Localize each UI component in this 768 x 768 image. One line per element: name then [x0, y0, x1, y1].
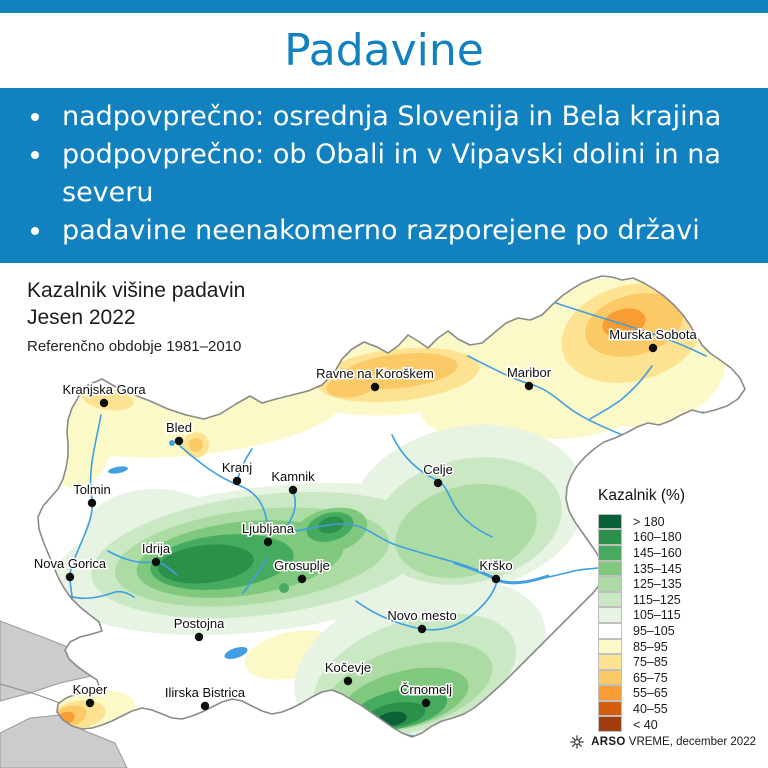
map-subtitle: Referenčno obdobje 1981–2010	[27, 338, 242, 355]
legend-color-swatch	[598, 561, 622, 577]
city-label: Krško	[479, 558, 513, 573]
city-label: Kočevje	[324, 660, 372, 675]
page-title: Padavine	[284, 25, 484, 76]
map-area	[0, 263, 768, 768]
city-label: Koper	[72, 682, 108, 697]
legend-label: 40–55	[633, 701, 668, 716]
city-label: Črnomelj	[399, 682, 453, 697]
legend-item	[598, 670, 764, 686]
city-dot	[201, 702, 209, 710]
legend	[598, 487, 764, 732]
legend-color-swatch	[598, 623, 622, 639]
footer-date: , december 2022	[669, 736, 756, 748]
legend-label: 105–115	[633, 608, 681, 623]
city-dot	[371, 383, 379, 391]
legend-item	[598, 623, 764, 639]
city-label: Kamnik	[271, 469, 315, 484]
city-label: Nova Gorica	[33, 556, 107, 571]
city-label: Idrija	[141, 541, 171, 556]
legend-label: 75–85	[633, 655, 668, 670]
legend-item	[598, 530, 764, 546]
city-dot	[195, 633, 203, 641]
city-label: Murska Sobota	[609, 327, 697, 342]
footer-text	[591, 736, 756, 748]
bullet-item: • nadpovprečno: osrednja Slovenija in Bela krajina	[54, 98, 738, 136]
legend-label: 85–95	[633, 639, 668, 654]
city-label: Maribor	[506, 365, 552, 380]
city-label: Tolmin	[73, 482, 111, 497]
legend-item	[598, 654, 764, 670]
legend-label: 160–180	[633, 530, 682, 545]
city-label: Kranjska Gora	[62, 382, 146, 397]
city-dot	[175, 437, 183, 445]
footer-org: ARSO	[591, 736, 626, 748]
legend-color-swatch	[598, 514, 622, 530]
legend-item	[598, 592, 764, 608]
legend-color-swatch	[598, 654, 622, 670]
city-label: Celje	[423, 462, 453, 477]
legend-label: > 180	[633, 514, 665, 529]
city-dot	[100, 399, 108, 407]
city-dot	[418, 625, 426, 633]
legend-color-swatch	[598, 607, 622, 623]
legend-item	[598, 639, 764, 655]
legend-item	[598, 717, 764, 733]
map-title-line2: Jesen 2022	[27, 306, 136, 329]
legend-item	[598, 608, 764, 624]
city-label: Novo mesto	[387, 608, 457, 623]
city-dot	[66, 573, 74, 581]
city-dot	[233, 477, 241, 485]
legend-color-swatch	[598, 545, 622, 561]
city-label: Ravne na Koroškem	[316, 366, 434, 381]
legend-item	[598, 686, 764, 702]
legend-label: 65–75	[633, 670, 668, 685]
legend-label: 145–160	[633, 545, 682, 560]
city-dot	[492, 575, 500, 583]
legend-item	[598, 514, 764, 530]
city-dot	[86, 699, 94, 707]
legend-title: Kazalnik (%)	[598, 487, 685, 504]
legend-color-swatch	[598, 670, 622, 686]
source-footer	[570, 735, 756, 749]
city-label: Postojna	[173, 616, 225, 631]
legend-label: 95–105	[633, 623, 675, 638]
legend-item	[598, 545, 764, 561]
legend-color-swatch	[598, 529, 622, 545]
city-dot	[88, 499, 96, 507]
arso-sun-icon	[570, 735, 584, 749]
legend-color-swatch	[598, 592, 622, 608]
city-dot	[434, 479, 442, 487]
footer-product: VREME	[628, 736, 670, 748]
legend-color-swatch	[598, 685, 622, 701]
city-dot	[298, 575, 306, 583]
city-label: Ljubljana	[241, 521, 295, 536]
map-title-line1: Kazalnik višine padavin	[27, 279, 246, 302]
city-label: Grosuplje	[274, 558, 330, 573]
legend-color-swatch	[598, 716, 622, 732]
legend-label: < 40	[633, 717, 658, 732]
city-dot	[152, 558, 160, 566]
summary-banner	[0, 88, 768, 263]
bullet-item: • podpovprečno: ob Obali in v Vipavski dolini in na severu	[54, 136, 738, 212]
legend-label: 115–125	[633, 592, 681, 607]
bullet-list	[30, 98, 738, 250]
map-title-block	[27, 277, 245, 355]
city-dot	[649, 344, 657, 352]
city-label: Ilirska Bistrica	[164, 685, 246, 700]
city-dot	[344, 677, 352, 685]
top-accent-strip	[0, 0, 768, 13]
city-dot	[525, 382, 533, 390]
legend-color-swatch	[598, 701, 622, 717]
city-dot	[422, 699, 430, 707]
city-dot	[264, 538, 272, 546]
legend-item	[598, 561, 764, 577]
legend-color-swatch	[598, 639, 622, 655]
legend-label: 125–135	[633, 577, 682, 592]
legend-label: 135–145	[633, 561, 682, 576]
legend-label: 55–65	[633, 686, 668, 701]
bullet-item: • padavine neenakomerno razporejene po državi	[54, 212, 738, 250]
legend-item	[598, 701, 764, 717]
city-label: Bled	[165, 420, 193, 435]
legend-rows	[598, 514, 764, 732]
legend-color-swatch	[598, 576, 622, 592]
legend-item	[598, 576, 764, 592]
city-label: Kranj	[221, 460, 253, 475]
city-dot	[289, 486, 297, 494]
